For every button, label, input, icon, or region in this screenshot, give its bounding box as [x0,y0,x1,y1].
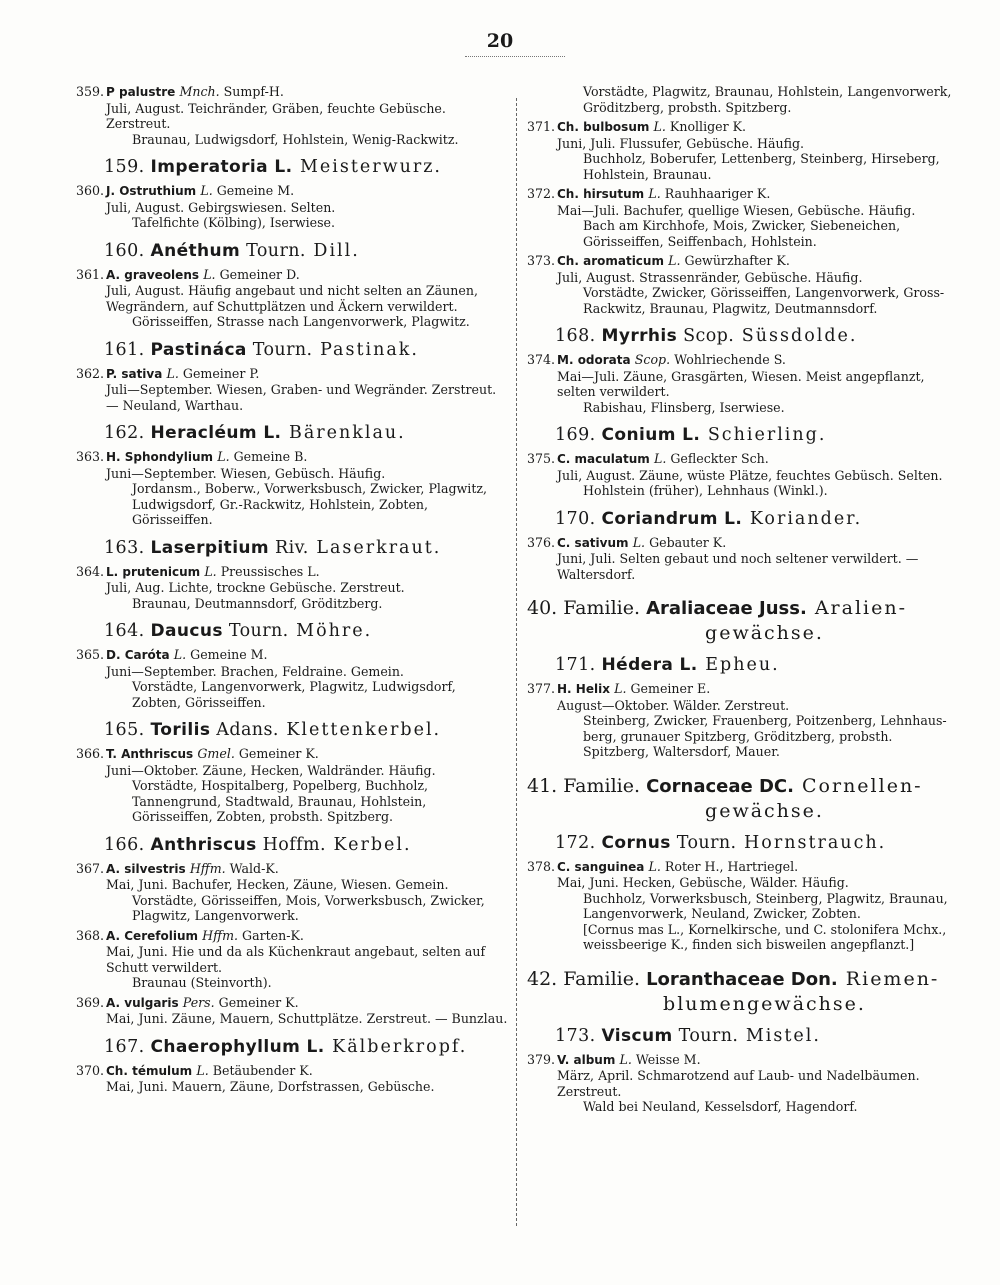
species-author: L. [200,183,217,198]
family-common-name: Cornellen- [793,774,923,797]
species-common-name: Betäubender K. [212,1062,313,1078]
species-header [527,535,962,552]
species-author: Pers. [182,994,219,1010]
species-author: L. [196,1062,213,1078]
species-header [76,995,508,1012]
species-epithet: silvestris [124,861,190,876]
species-description: Mai—Juli. Zäune, Grasgärten, Wiesen. Meist angepflanzt, selten verwildert. [557,368,925,399]
genus-name: Imperatoria L. [150,157,293,177]
species-localities: Rabishau, Flinsberg, Iserwiese. [583,399,785,415]
genus-common-name: Kerbel. [325,834,412,855]
genus-number: 168. [555,326,602,346]
genus-number: 169. [555,425,602,445]
locality-line: Vorstädte, Plagwitz, Braunau, Hohlstein, Langenvorwerk, Gröditzberg, probsth. Spitzberg. [583,84,952,115]
genus-common-name: Hornstrauch. [736,832,887,853]
genus-common-name: Bärenklau. [281,423,406,443]
species-localities: Buchholz, Boberufer, Lettenberg, Steinberg, Hirseberg, Hohlstein, Braunau. [583,151,940,182]
genus-author: Tourn. [222,621,289,641]
species-header [527,119,962,136]
genus-common-name: Dill. [305,240,360,261]
species-number: 360. [76,183,105,198]
species-localities: Jordansm., Boberw., Vorwerksbusch, Zwicker, Plagwitz, Ludwigsdorf, Gr.-Rackwitz, Hohlstein, Zobten, Görisseiffen. [132,481,488,527]
genus-name: Anéthum [150,240,241,261]
species-header [527,681,962,698]
species-header [76,449,508,466]
species-localities: Vorstädte, Görisseiffen, Mois, Vorwerksbusch, Zwicker, Plagwitz, Langenvorwerk. [132,892,485,923]
species-description: Juli, August. Zäune, wüste Plätze, feuchtes Gebüsch. Selten. [557,467,943,483]
species-header [527,253,962,270]
species-entry [527,451,962,499]
species-epithet: Helix [575,682,615,696]
species-epithet: odorata [577,353,635,367]
species-common-name: Garten-K. [242,927,304,943]
family-number: 40. [527,597,564,619]
species-entry [76,1063,508,1095]
species-description: Juli, August. Häufig angebaut und nicht selten an Zäunen, Wegrändern, auf Schuttplätzen und Äckern verwildert. [106,283,478,314]
species-common-name: Gemeiner K. [218,994,299,1010]
genus-common-name: Kälberkropf. [324,1036,468,1057]
species-description: Mai—Juli. Bachufer, quellige Wiesen, Gebüsche. Häufig. [557,202,916,218]
genus-abbr: T. [106,747,122,761]
species-entry [76,564,508,612]
family-label: Familie. [563,597,647,619]
genus-number: 171. [555,655,602,675]
species-common-name: Gemeiner E. [630,681,711,696]
genus-heading [104,538,508,558]
species-localities: Vorstädte, Hospitalberg, Popelberg, Buchholz, Tannengrund, Stadtwald, Braunau, Hohlstein, Görisseiffen, Zobten, probsth. Spitzberg. [132,778,429,824]
genus-common-name: Koriander. [742,508,863,529]
genus-common-name: Meisterwurz. [292,157,442,177]
genus-abbr: Ch. [557,187,584,201]
genus-number: 166. [104,834,151,855]
species-author: L. [619,1051,636,1067]
species-localities: Braunau, Deutmannsdorf, Gröditzberg. [132,595,383,611]
species-entry [527,1052,962,1115]
species-epithet: Sphondylium [124,450,218,464]
species-common-name: Weisse M. [635,1051,701,1067]
genus-abbr: H. [106,450,125,464]
genus-abbr: C. [557,452,575,466]
species-number: 370. [76,1062,105,1078]
species-epithet: Ostruthium [119,184,201,198]
genus-author: Riv. [269,537,309,558]
genus-author: Hoffm. [256,834,326,855]
species-author: L. [166,365,183,381]
species-header [76,746,508,763]
genus-common-name: Laserkraut. [308,537,442,558]
species-number: 361. [76,266,105,282]
genus-name: Anthriscus [150,834,257,855]
genus-abbr: M. [557,353,578,367]
species-number: 377. [527,681,556,696]
species-number: 363. [76,449,105,464]
species-number: 371. [527,119,556,134]
species-common-name: Gemeiner P. [182,365,260,381]
species-common-name: Gewürzhafter K. [684,253,790,268]
species-author: L. [648,186,665,201]
species-common-name: Preussisches L. [220,563,320,579]
species-number: 362. [76,365,105,381]
genus-heading [104,1037,508,1057]
genus-author: Tourn. [240,240,306,261]
genus-heading [555,1026,962,1046]
species-localities: [Cornus mas L., Kornelkirsche, und C. stolonifera Mchx., weissbeerige K., finden sich bisweilen angepflanzt.] [583,921,947,952]
species-epithet: prutenicum [122,564,205,579]
species-description: Mai, Juni. Hecken, Gebüsche, Wälder. Häufig. [557,875,849,890]
family-name: Araliaceae Juss. [646,598,807,619]
species-localities: Görisseiffen, Strasse nach Langenvorwerk, Plagwitz. [132,314,470,329]
species-description: Juli, August. Strassenränder, Gebüsche. Häufig. [557,269,863,285]
genus-common-name: Schierling. [700,425,827,445]
species-number: 359. [76,84,105,99]
species-header [527,186,962,203]
species-localities: Buchholz, Vorwerksbusch, Steinberg, Plagwitz, Braunau, Langenvorwerk, Neuland, Zwicker, Zobten. [583,890,948,921]
species-number: 365. [76,647,105,662]
genus-abbr: D. [106,648,125,662]
species-number: 374. [527,352,556,367]
species-entry [527,253,962,316]
right-column [527,84,962,1119]
species-epithet: palustre [118,85,180,99]
species-common-name: Sumpf-H. [223,84,284,99]
species-entry [76,995,508,1027]
species-header [76,267,508,284]
species-description: Juni—Oktober. Zäune, Hecken, Waldränder. Häufig. [106,762,436,778]
column-divider [516,98,517,1226]
genus-number: 159. [104,157,151,177]
genus-common-name: Epheu. [697,655,780,675]
species-header [527,451,962,468]
genus-abbr: J. [106,184,120,198]
family-common-name-cont: blumengewächse. [663,992,866,1015]
genus-name: Conium L. [601,425,701,445]
genus-heading [104,621,508,641]
species-description: Mai, Juni. Bachufer, Hecken, Zäune, Wiesen. Gemein. [106,877,449,892]
species-localities: Braunau (Steinvorth). [132,975,272,990]
species-description: August—Oktober. Wälder. Zerstreut. [557,697,790,713]
species-epithet: vulgaris [124,995,183,1010]
species-description: Juli, August. Teichränder, Gräben, feuchte Gebüsche. Zerstreut. [106,100,446,131]
species-header [76,564,508,581]
species-common-name: Gemeine M. [216,183,295,198]
species-common-name: Knolliger K. [669,119,747,134]
genus-number: 172. [555,832,602,853]
genus-name: Torilis [150,720,211,740]
genus-author: Adans. [210,720,279,740]
species-number: 364. [76,563,105,579]
genus-number: 170. [555,508,602,529]
species-header [76,84,508,101]
species-common-name: Gebauter K. [649,534,727,550]
species-author: L. [632,534,650,550]
species-entry [76,861,508,924]
species-epithet: aromaticum [583,254,669,268]
family-common-name: Aralien- [806,597,908,619]
genus-number: 160. [104,240,151,261]
genus-name: Myrrhis [601,326,678,346]
species-entry [76,746,508,825]
genus-abbr: A. [106,928,125,943]
species-number: 376. [527,534,556,550]
species-header [527,1052,962,1069]
species-common-name: Gemeiner K. [238,746,319,761]
genus-author: Tourn. [670,832,737,853]
genus-name: Laserpitium [150,537,270,558]
genus-name: Cornus [601,832,671,853]
species-author: L. [173,647,191,662]
genus-common-name: Klettenkerbel. [278,720,442,740]
continuation-text [527,84,962,115]
genus-number: 173. [555,1025,602,1046]
header-rule [465,56,565,57]
species-header [76,928,508,945]
genus-number: 161. [104,339,151,360]
family-common-name-cont: gewächse. [705,622,824,644]
species-localities: Vorstädte, Zwicker, Görisseiffen, Langenvorwerk, Gross-Rackwitz, Braunau, Plagwitz, Deutmannsdorf. [583,285,945,316]
species-epithet: maculatum [574,452,654,466]
genus-abbr: A. [106,995,125,1010]
species-header [76,183,508,200]
species-header [76,1063,508,1080]
genus-common-name: Pastinak. [312,339,419,360]
species-epithet: sativum [574,535,633,550]
species-common-name: Gefleckter Sch. [670,451,769,466]
family-name: Cornaceae DC. [646,775,794,797]
species-description: Juli—September. Wiesen, Graben- und Wegränder. Zerstreut. — Neuland, Warthau. [106,382,497,413]
species-entry [76,928,508,991]
species-epithet: graveolens [124,267,204,282]
species-localities: Vorstädte, Langenvorwerk, Plagwitz, Ludwigsdorf, Zobten, Görisseiffen. [132,679,456,710]
genus-heading [104,423,508,443]
genus-heading [104,241,508,261]
species-author: L. [204,563,221,579]
family-common-name: Riemen- [837,967,940,990]
genus-abbr: P [106,85,119,99]
genus-name: Coriandrum L. [601,508,743,529]
genus-abbr: C. [557,859,575,874]
family-label: Familie. [563,967,647,990]
genus-abbr: P. [106,366,122,381]
species-author: L. [217,449,234,464]
species-number: 378. [527,858,556,874]
genus-number: 162. [104,423,151,443]
family-heading [527,596,962,645]
genus-abbr: A. [106,267,125,282]
species-author: L. [203,266,220,282]
species-header [527,352,962,369]
species-localities: Steinberg, Zwicker, Frauenberg, Poitzenberg, Lehnhaus-berg, grunauer Spitzberg, Gröditzberg, probsth. Spitzberg, Waltersdorf, Mauer. [583,713,947,759]
family-common-name-cont: gewächse. [705,799,824,822]
genus-heading [555,509,962,529]
species-epithet: Anthriscus [121,747,198,761]
species-common-name: Rauhhaariger K. [664,186,771,201]
species-common-name: Wald-K. [229,860,279,876]
genus-common-name: Möhre. [288,621,373,641]
genus-name: Viscum [601,1025,673,1046]
genus-heading [555,833,962,853]
family-number: 41. [527,774,564,797]
species-entry [527,352,962,415]
genus-abbr: Ch. [557,120,584,134]
species-author: L. [653,119,670,134]
family-label: Familie. [563,774,647,797]
species-author: Hffm. [189,860,230,876]
species-header [76,861,508,878]
species-localities: Braunau, Ludwigsdorf, Hohlstein, Wenig-Rackwitz. [132,131,459,147]
genus-heading [555,425,962,445]
species-common-name: Roter H., Hartriegel. [664,858,799,874]
species-description: Mai, Juni. Zäune, Mauern, Schuttplätze. Zerstreut. — Bunzlau. [106,1011,508,1026]
genus-common-name: Mistel. [738,1025,821,1046]
species-description: Juli, August. Gebirgswiesen. Selten. [106,199,336,215]
species-description: Juni, Juli. Selten gebaut und noch seltener verwildert. — Waltersdorf. [557,551,919,582]
genus-heading [555,326,962,346]
genus-name: Heracléum L. [150,423,282,443]
species-entry [76,267,508,330]
page-number: 20 [486,30,514,52]
species-header [76,647,508,664]
species-epithet: Caróta [124,648,174,662]
genus-abbr: L. [106,564,123,579]
species-number: 368. [76,927,105,943]
species-common-name: Gemeiner D. [219,266,300,282]
species-author: Mnch. [179,84,224,99]
species-epithet: témulum [132,1063,197,1078]
family-heading [527,967,962,1016]
genus-heading [104,720,508,740]
species-header [527,859,962,876]
species-entry [527,119,962,182]
genus-abbr: C. [557,535,575,550]
genus-abbr: Ch. [106,1063,133,1078]
species-common-name: Gemeine B. [233,449,308,464]
genus-number: 167. [104,1036,151,1057]
genus-heading [104,157,508,177]
species-localities: Bach am Kirchhofe, Mois, Zwicker, Siebeneichen, Görisseiffen, Seiffenbach, Hohlstein. [583,218,901,249]
species-description: März, April. Schmarotzend auf Laub- und Nadelbäumen. Zerstreut. [557,1068,920,1099]
species-epithet: sativa [121,366,167,381]
species-author: Scop. [634,352,675,367]
genus-number: 164. [104,621,151,641]
species-entry [76,366,508,414]
species-entry [76,647,508,710]
species-header [76,366,508,383]
species-description: Juni, Juli. Flussufer, Gebüsche. Häufig. [557,135,805,151]
species-localities: Hohlstein (früher), Lehnhaus (Winkl.). [583,483,828,498]
species-entry [527,535,962,583]
genus-author: Scop. [677,326,735,346]
species-author: L. [653,451,671,466]
species-entry [76,84,508,147]
genus-abbr: H. [557,682,576,696]
species-description: Mai, Juni. Mauern, Zäune, Dorfstrassen, Gebüsche. [106,1079,435,1094]
species-entry [527,186,962,249]
left-column [76,84,508,1099]
genus-name: Chaerophyllum L. [150,1036,325,1057]
species-description: Juli, Aug. Lichte, trockne Gebüsche. Zerstreut. [106,580,405,595]
genus-heading [104,340,508,360]
species-number: 366. [76,746,105,761]
species-epithet: album [573,1052,620,1067]
genus-name: Pastináca [150,339,247,360]
genus-common-name: Süssdolde. [734,326,858,346]
species-common-name: Wohlriechende S. [674,352,786,367]
species-common-name: Gemeine M. [190,647,268,662]
species-epithet: sanguinea [574,859,649,874]
species-epithet: bulbosum [583,120,654,134]
species-localities: Tafelfichte (Kölbing), Iserwiese. [132,215,336,230]
species-entry [76,183,508,231]
species-entry [527,859,962,953]
species-number: 369. [76,994,105,1010]
species-number: 373. [527,253,556,268]
species-author: L. [614,681,631,696]
species-number: 375. [527,451,556,466]
genus-number: 165. [104,720,151,740]
genus-name: Hédera L. [601,655,698,675]
species-epithet: Cerefolium [124,928,203,943]
species-author: Hffm. [202,927,243,943]
genus-author: Tourn. [672,1025,739,1046]
species-number: 367. [76,860,105,876]
species-number: 372. [527,186,556,201]
genus-number: 163. [104,537,151,558]
species-description: Juni—September. Wiesen, Gebüsch. Häufig. [106,465,386,481]
genus-author: Tourn. [246,339,313,360]
species-description: Juni—September. Brachen, Feldraine. Gemein. [106,663,404,679]
family-name: Loranthaceae Don. [646,968,838,990]
species-number: 379. [527,1051,556,1067]
species-description: Mai, Juni. Hie und da als Küchenkraut angebaut, selten auf Schutt verwildert. [106,944,486,975]
species-author: Gmel. [197,746,239,761]
species-author: L. [648,858,665,874]
species-entry [76,449,508,528]
genus-abbr: V. [557,1052,574,1067]
species-author: L. [668,253,685,268]
species-entry [527,681,962,760]
genus-heading [104,835,508,855]
species-localities: Wald bei Neuland, Kesselsdorf, Hagendorf. [583,1099,858,1114]
family-number: 42. [527,967,564,990]
genus-name: Daucus [150,621,223,641]
family-heading [527,774,962,823]
genus-heading [555,655,962,675]
species-epithet: hirsutum [583,187,649,201]
genus-abbr: A. [106,861,125,876]
genus-abbr: Ch. [557,254,584,268]
